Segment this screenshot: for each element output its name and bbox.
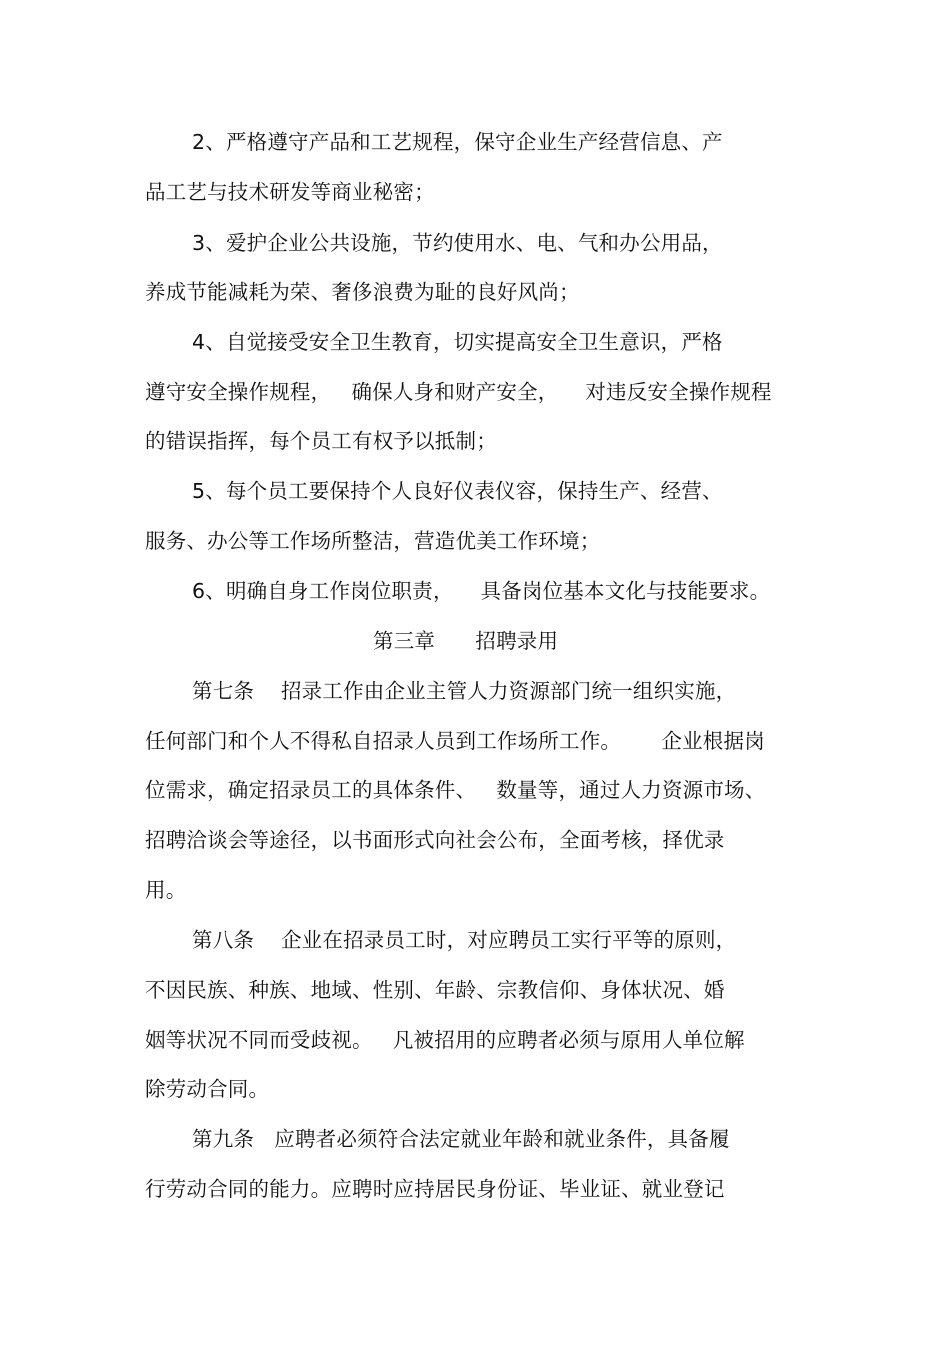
paragraph-line: 第九条 应聘者必须符合法定就业年龄和就业条件，具备履 [192,1127,730,1151]
paragraph-line: 不因民族、种族、地域、性别、年龄、宗教信仰、身体状况、婚 [145,978,725,1002]
paragraph-line: 2、严格遵守产品和工艺规程，保守企业生产经营信息、产 [192,130,723,154]
paragraph-line: 除劳动合同。 [145,1077,270,1101]
paragraph-line: 6、明确自身工作岗位职责， 具备岗位基本文化与技能要求。 [192,579,771,603]
paragraph-line: 5、每个员工要保持个人良好仪表仪容，保持生产、经营、 [192,479,723,503]
paragraph-line: 遵守安全操作规程， 确保人身和财产安全， 对违反安全操作规程 [145,380,772,404]
paragraph-line: 用。 [145,878,187,902]
paragraph-line: 的错误指挥，每个员工有权予以抵制； [145,429,497,453]
paragraph-line: 位需求，确定招录员工的具体条件、 数量等，通过人力资源市场、 [145,778,766,802]
paragraph-line: 养成节能减耗为荣、奢侈浪费为耻的良好风尚； [145,280,580,304]
paragraph-line: 品工艺与技术研发等商业秘密； [145,180,435,204]
chapter-heading: 第三章 招聘录用 [373,629,559,653]
paragraph-line: 3、爱护企业公共设施，节约使用水、电、气和办公用品， [192,231,723,255]
paragraph-line: 第七条 招录工作由企业主管人力资源部门统一组织实施， [192,679,737,703]
paragraph-line: 第八条 企业在招录员工时，对应聘员工实行平等的原则， [192,928,737,952]
paragraph-line: 姻等状况不同而受歧视。 凡被招用的应聘者必须与原用人单位解 [145,1028,745,1052]
paragraph-line: 服务、办公等工作场所整洁，营造优美工作环境； [145,529,601,553]
paragraph-line: 行劳动合同的能力。应聘时应持居民身份证、毕业证、就业登记 [145,1177,725,1201]
paragraph-line: 招聘洽谈会等途径，以书面形式向社会公布，全面考核，择优录 [145,828,725,852]
paragraph-line: 任何部门和个人不得私自招录人员到工作场所工作。 企业根据岗 [145,729,765,753]
paragraph-line: 4、自觉接受安全卫生教育，切实提高安全卫生意识，严格 [192,330,723,354]
